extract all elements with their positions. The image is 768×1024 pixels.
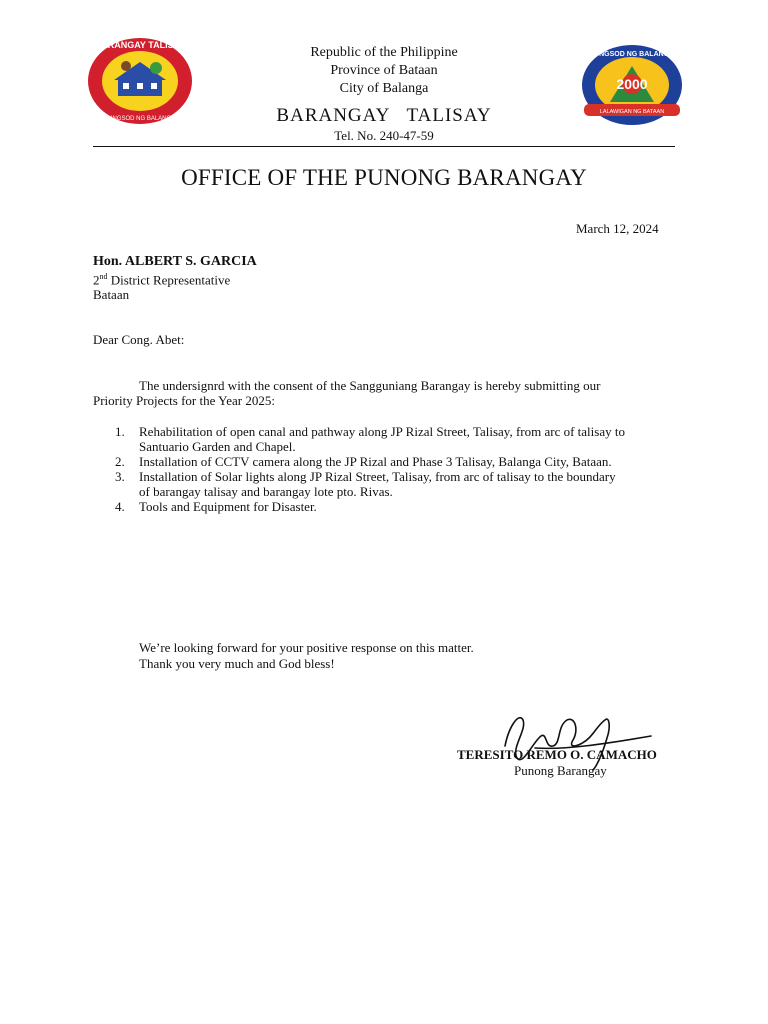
right-seal-year: 2000 [616,76,648,92]
header-province: Province of Bataan [330,63,438,78]
project-number: 1. [115,424,125,439]
closing-line-2: Thank you very much and God bless! [139,656,335,671]
project-text-cont: of barangay talisay and barangay lote pto. Rivas. [139,484,393,499]
project-item [93,469,693,499]
header-divider [93,146,675,147]
letter-date: March 12, 2024 [576,221,659,236]
barangay-talisay-seal [86,36,194,126]
project-item [93,454,693,469]
recipient-block [93,254,257,302]
left-seal-top-text: BARANGAY TALISAY [94,40,186,50]
header-republic: Republic of the Philippine [310,45,458,60]
letterhead [234,44,534,98]
signatory-title: Punong Barangay [514,763,607,778]
header-city: City of Balanga [339,81,429,96]
project-item [93,499,693,514]
recipient-name: Hon. ALBERT S. GARCIA [93,254,257,269]
project-text: Installation of CCTV camera along the JP Rizal and Phase 3 Talisay, Balanga City, Bataan. [139,454,612,469]
closing-line-1: We’re looking forward for your positive response on this matter. [139,640,474,655]
recipient-position [93,269,257,287]
project-text: Installation of Solar lights along JP Rizal Street, Talisay, from arc of talisay to the boundary [139,469,616,484]
right-seal-top-text: LUNGSOD NG BALANGA [589,51,675,58]
recipient-position-ordinal: 2 [93,272,100,288]
priority-projects-list [93,424,693,514]
salutation: Dear Cong. Abet: [93,332,185,347]
signatory-name: TERESITO REMO O. CAMACHO [457,747,657,762]
project-number: 3. [115,469,125,484]
project-number: 2. [115,454,125,469]
recipient-place: Bataan [93,287,130,303]
project-text: Tools and Equipment for Disaster. [139,499,317,514]
intro-line-2: Priority Projects for the Year 2025: [93,393,275,408]
left-seal-bottom-text: LUNGSOD NG BALANGA [104,116,176,122]
header-telephone: Tel. No. 240-47-59 [334,128,434,143]
project-text: Rehabilitation of open canal and pathway along JP Rizal Street, Talisay, from arc of talisay to [139,424,625,439]
project-item [93,424,693,454]
office-title: OFFICE OF THE PUNONG BARANGAY [181,165,587,190]
recipient-position-text: District Representative [107,272,231,288]
right-seal-bottom-text: LALAWIGAN NG BATAAN [599,109,665,115]
lungsod-ng-balanga-seal [580,44,684,126]
project-number: 4. [115,499,125,514]
recipient-position-suffix: nd [99,272,108,281]
intro-line-1: The undersignrd with the consent of the Sangguniang Barangay is hereby submitting our [139,378,601,393]
header-barangay: BARANGAY TALISAY [276,105,492,126]
project-text-cont: Santuario Garden and Chapel. [139,439,296,454]
